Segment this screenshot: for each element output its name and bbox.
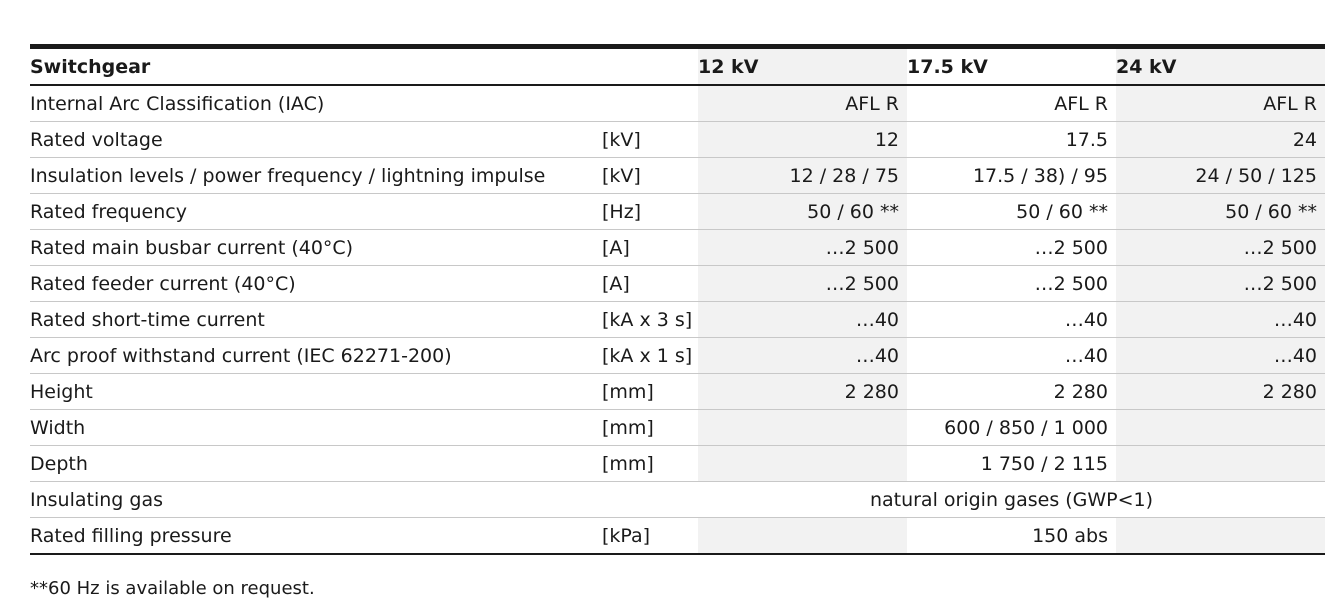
row-unit: [A]: [602, 266, 698, 302]
header-17-5kv: 17.5 kV: [907, 55, 988, 78]
row-label: Insulating gas: [30, 482, 602, 518]
cell-17-5kv: 50 / 60 **: [907, 194, 1116, 230]
row-unit: [mm]: [602, 410, 698, 446]
table-row: [30, 338, 1325, 374]
cell-12kv: 12 / 28 / 75: [698, 158, 907, 194]
row-label: Internal Arc Classification (IAC): [30, 85, 602, 122]
cell-gas-value: natural origin gases (GWP<1): [698, 482, 1325, 518]
table-row: [30, 194, 1325, 230]
cell-17-5kv: 1 750 / 2 115: [907, 446, 1116, 482]
table-row-width: [30, 410, 1325, 446]
cell-12kv: [698, 446, 907, 482]
cell-12kv: …40: [698, 302, 907, 338]
table-row: [30, 85, 1325, 122]
cell-12kv: …40: [698, 338, 907, 374]
row-label: Rated feeder current (40°C): [30, 266, 602, 302]
cell-24kv: [1116, 410, 1325, 446]
cell-12kv: [698, 410, 907, 446]
table-row: [30, 302, 1325, 338]
row-unit: [602, 85, 698, 122]
row-label: Rated main busbar current (40°C): [30, 230, 602, 266]
cell-12kv: [698, 518, 907, 555]
row-unit: [kPa]: [602, 518, 698, 555]
cell-17-5kv: 17.5: [907, 122, 1116, 158]
header-24kv: 24 kV: [1116, 47, 1325, 86]
row-unit: [kA x 1 s]: [602, 338, 698, 374]
row-label: Depth: [30, 446, 602, 482]
cell-24kv: …40: [1116, 302, 1325, 338]
table-row: [30, 266, 1325, 302]
row-unit: [602, 482, 698, 518]
table-row-filling-pressure: [30, 518, 1325, 555]
cell-17-5kv: 600 / 850 / 1 000: [907, 410, 1116, 446]
cell-17-5kv: 17.5 / 38) / 95: [907, 158, 1116, 194]
table-row: [30, 230, 1325, 266]
cell-12kv: …2 500: [698, 230, 907, 266]
row-unit: [kV]: [602, 158, 698, 194]
table-row-depth: [30, 446, 1325, 482]
cell-17-5kv: AFL R: [907, 85, 1116, 122]
row-label: Rated voltage: [30, 122, 602, 158]
footnote: **60 Hz is available on request.: [30, 578, 315, 599]
row-unit: [kA x 3 s]: [602, 302, 698, 338]
cell-24kv: …2 500: [1116, 266, 1325, 302]
cell-17-5kv: …40: [907, 338, 1116, 374]
cell-12kv: 2 280: [698, 374, 907, 410]
cell-24kv: …40: [1116, 338, 1325, 374]
row-label: Width: [30, 410, 602, 446]
row-label: Rated filling pressure: [30, 518, 602, 555]
spec-table-container: [30, 44, 1325, 555]
cell-24kv: [1116, 518, 1325, 555]
cell-24kv: 50 / 60 **: [1116, 194, 1325, 230]
table-row-insulating-gas: [30, 482, 1325, 518]
row-label: Arc proof withstand current (IEC 62271-200): [30, 338, 602, 374]
row-label: Insulation levels / power frequency / lightning impulse: [30, 158, 602, 194]
cell-12kv: 12: [698, 122, 907, 158]
table-row: [30, 374, 1325, 410]
cell-24kv: 2 280: [1116, 374, 1325, 410]
row-unit: [mm]: [602, 374, 698, 410]
row-label: Height: [30, 374, 602, 410]
header-12kv: 12 kV: [698, 47, 907, 86]
cell-17-5kv: …2 500: [907, 266, 1116, 302]
row-unit: [Hz]: [602, 194, 698, 230]
cell-24kv: AFL R: [1116, 85, 1325, 122]
row-label: Rated frequency: [30, 194, 602, 230]
cell-24kv: [1116, 446, 1325, 482]
header-unit: [602, 47, 698, 86]
cell-12kv: AFL R: [698, 85, 907, 122]
cell-17-5kv: 150 abs: [907, 518, 1116, 555]
row-unit: [kV]: [602, 122, 698, 158]
cell-24kv: …2 500: [1116, 230, 1325, 266]
cell-17-5kv: 2 280: [907, 374, 1116, 410]
cell-12kv: 50 / 60 **: [698, 194, 907, 230]
table-row: [30, 158, 1325, 194]
row-unit: [mm]: [602, 446, 698, 482]
table-row: [30, 122, 1325, 158]
cell-17-5kv: …40: [907, 302, 1116, 338]
cell-17-5kv: …2 500: [907, 230, 1116, 266]
row-label: Rated short-time current: [30, 302, 602, 338]
cell-24kv: 24: [1116, 122, 1325, 158]
cell-24kv: 24 / 50 / 125: [1116, 158, 1325, 194]
header-switchgear: Switchgear: [30, 55, 151, 78]
cell-12kv: …2 500: [698, 266, 907, 302]
row-unit: [A]: [602, 230, 698, 266]
switchgear-spec-table: [30, 44, 1325, 555]
table-header-row: [30, 47, 1325, 86]
